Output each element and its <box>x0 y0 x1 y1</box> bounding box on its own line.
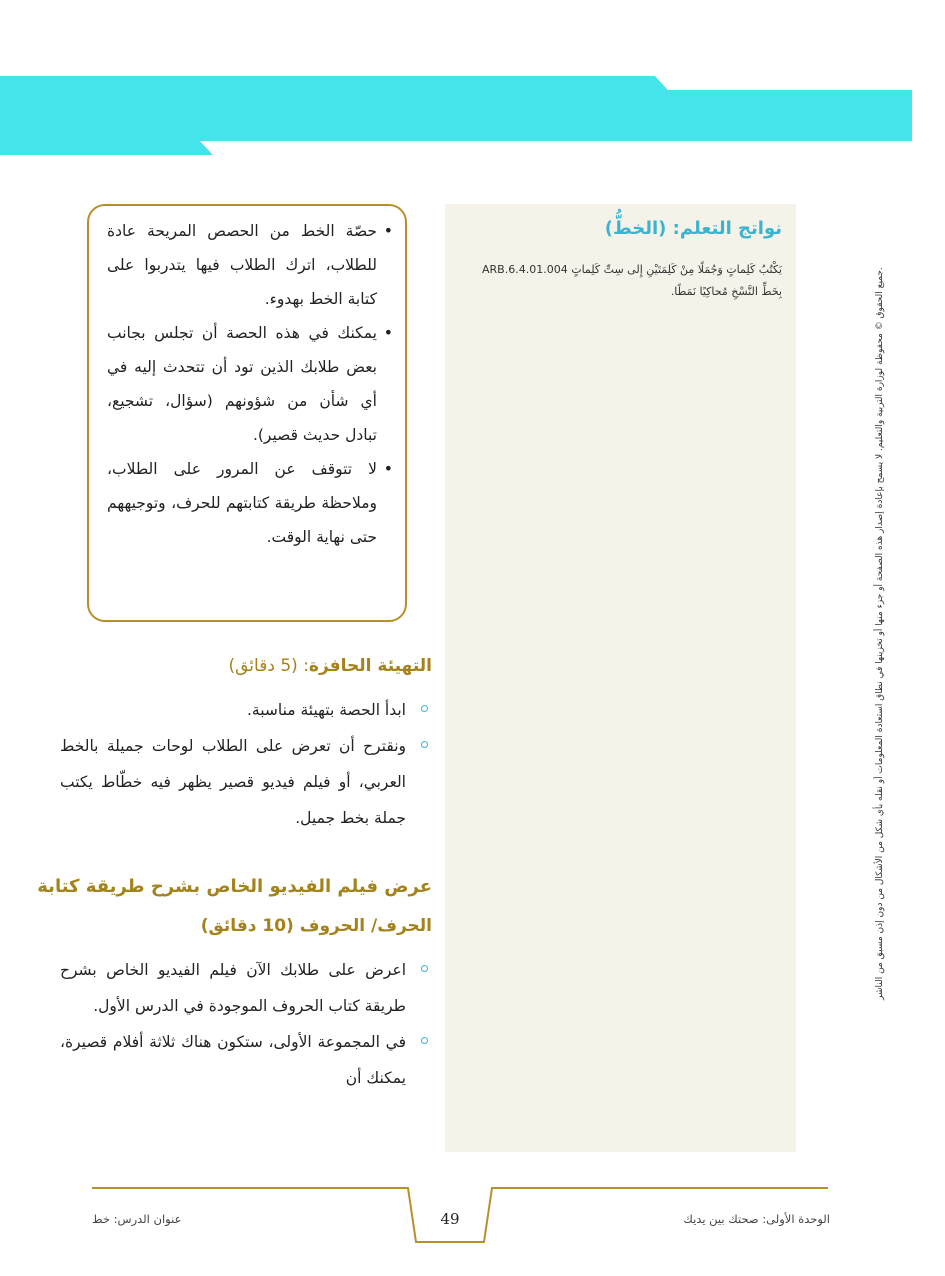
bullet-ring-icon <box>421 705 428 712</box>
note-item: • لا تتوقف عن المرور على الطلاب، وملاحظة طريقة كتابتهم للحرف، وتوجيههم حتى نهاية الوقت. <box>107 452 377 554</box>
list-item <box>60 728 432 836</box>
section-video-title-line2: الحرف/ الحروف (10 دقائق) <box>200 916 432 936</box>
list-item <box>60 1024 432 1096</box>
teacher-notes-box <box>87 204 407 622</box>
banner-notch <box>200 141 912 155</box>
list-item <box>60 692 432 728</box>
warmup-bullet-text: ابدأ الحصة بتهيئة مناسبة. <box>246 701 406 719</box>
notes-list <box>107 214 393 554</box>
warmup-bullet-text: ونقترح أن تعرض على الطلاب لوحات جميلة بالخط العربي، أو فيلم فيديو قصير يظهر فيه خطّاط يكتب جملة بخط جميل. <box>60 737 406 827</box>
footer-lesson-title: عنوان الدرس: خط <box>92 1212 182 1226</box>
section-video-title-line1: عرض فيلم الفيديو الخاص بشرح طريقة كتابة <box>37 876 432 897</box>
note-item: • يمكنك في هذه الحصة أن تجلس بجانب بعض طلابك الذين تود أن تتحدث إليه في أي شأن من شؤونهم (سؤال، تشجيع، تبادل حديث قصير). <box>107 316 377 452</box>
video-bullets <box>60 952 432 1096</box>
page-number: 49 <box>440 1210 460 1228</box>
header-banner <box>0 0 945 170</box>
video-bullet-text: اعرض على طلابك الآن فيلم الفيديو الخاص بشرح طريقة كتاب الحروف الموجودة في الدرس الأول. <box>60 961 406 1015</box>
list-item <box>60 952 432 1024</box>
section-warmup-title <box>229 656 433 676</box>
bullet-ring-icon <box>421 741 428 748</box>
footer-unit-title: الوحدة الأولى: صحتك بين يديك <box>683 1212 830 1226</box>
banner-top-notch <box>655 76 912 90</box>
outcome-code: ARB.6.4.01.004 <box>482 263 568 276</box>
page-footer <box>0 1180 945 1260</box>
outcome-text: يَكْتُبُ كَلِماتٍ وَجُمَلًا مِنْ كَلِمَتَيْنِ إِلى سِتِّ كَلِماتٍ <box>571 263 782 276</box>
video-bullet-text: في المجموعة الأولى، ستكون هناك ثلاثة أفلام قصيرة، يمكنك أن <box>60 1033 406 1087</box>
bullet-ring-icon <box>421 965 428 972</box>
warmup-bullets <box>60 692 432 836</box>
copyright-notice: جميع الحقوق © محفوظة لوزارة التربية والتعليم. لا يسمح بإعادة إصدار هذه الصفحة أو جزء منها أو تخزينها في نطاق استعادة المعلومات أو نقله بأي شكل من الأشكال من دون إذن مسبق من الناشر. <box>875 267 885 1000</box>
bullet-ring-icon <box>421 1037 428 1044</box>
warmup-title-text: التهيئة الحافزة <box>308 656 432 676</box>
warmup-duration: : (5 دقائق) <box>228 656 309 676</box>
outcome-line-2: بِخَطِّ النَّسْخِ مُحاكِيًا نَمَطًا. <box>670 285 782 298</box>
outcome-line-1 <box>459 259 782 281</box>
learning-outcomes-panel <box>445 204 796 1152</box>
learning-outcomes-title: نواتج التعلم: (الخطُّ) <box>604 218 782 239</box>
note-item: • حصّة الخط من الحصص المريحة عادة للطلاب، اترك الطلاب فيها يتدربوا على كتابة الخط بهدوء. <box>107 214 377 316</box>
